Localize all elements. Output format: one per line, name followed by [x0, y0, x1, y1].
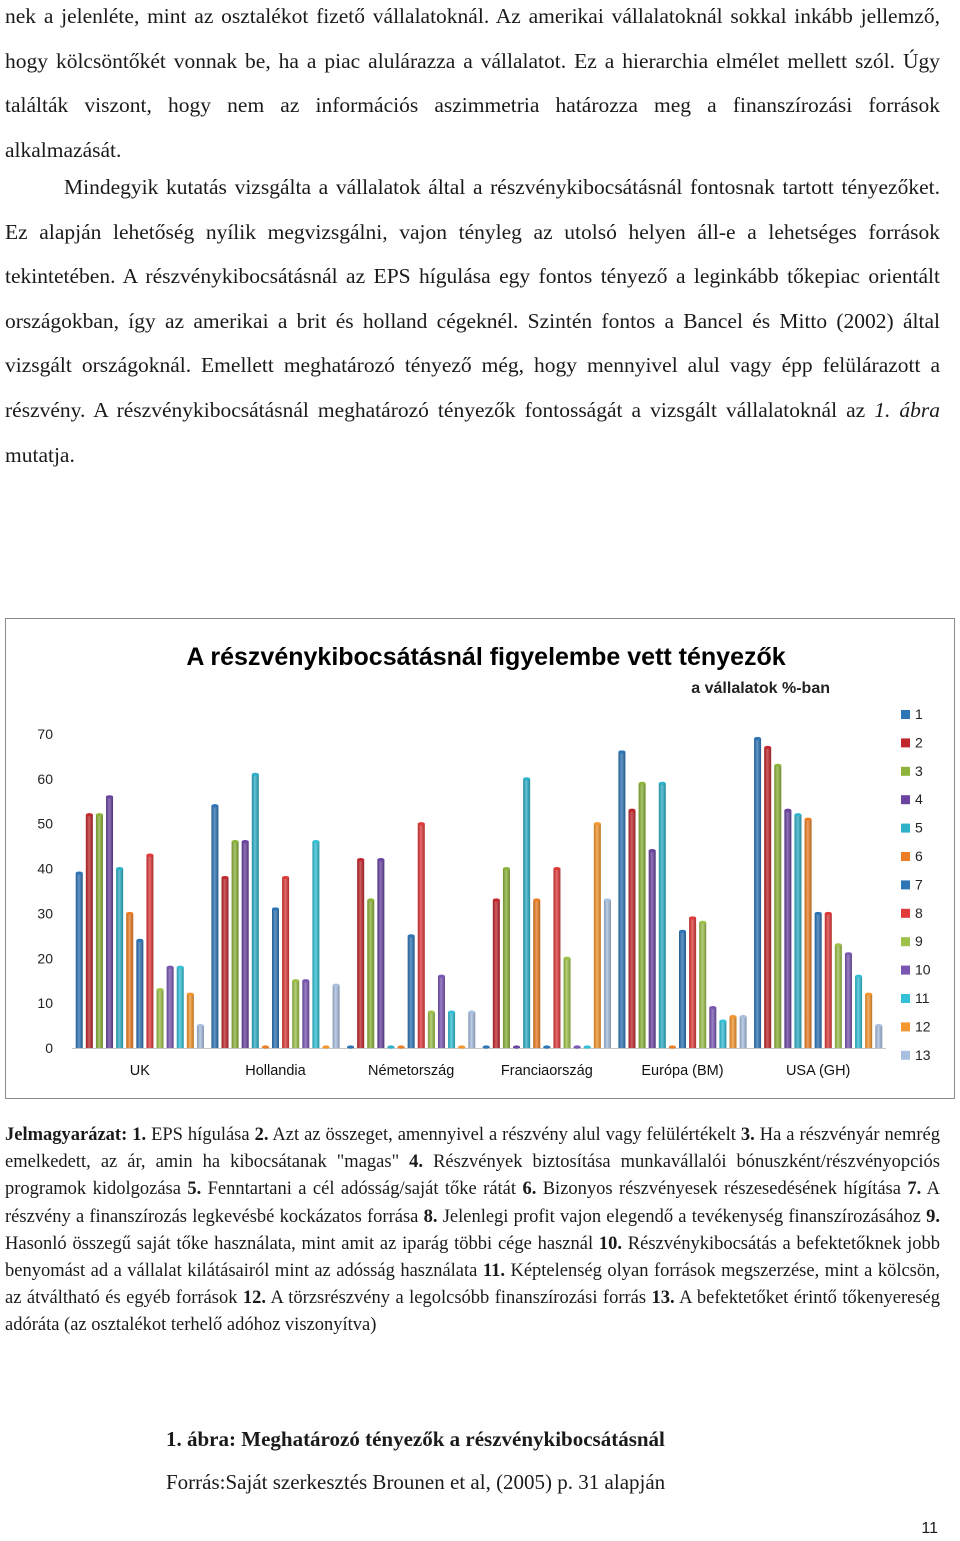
bar-shading: [719, 1021, 726, 1048]
chart-title: A részvénykibocsátásnál figyelembe vett tényezők: [186, 643, 786, 671]
bar-top: [323, 1045, 330, 1048]
bar-top: [709, 1006, 716, 1009]
bar-top: [564, 957, 571, 960]
bar-chart: [5, 618, 955, 1099]
bar-shading: [167, 967, 174, 1048]
bar-top: [649, 849, 656, 852]
bar-top: [865, 993, 872, 996]
bar-top: [594, 822, 601, 825]
bar-top: [282, 876, 289, 879]
bar-top: [740, 1015, 747, 1018]
bar-shading: [428, 1012, 435, 1048]
x-category-label: UK: [129, 1063, 150, 1079]
bar-top: [177, 966, 184, 969]
bar-top: [292, 979, 299, 982]
bar-top: [252, 773, 259, 776]
legend-item-text: A törzsrészvény a legolcsóbb finanszírozási forrás: [266, 1288, 652, 1309]
bar-top: [76, 871, 83, 874]
bar-shading: [604, 900, 611, 1048]
legend-swatch: [901, 966, 910, 975]
bar-top: [855, 975, 862, 978]
legend-label: 1: [915, 706, 923, 722]
bar-shading: [523, 779, 530, 1048]
bar-top: [468, 1011, 475, 1014]
bar-top: [659, 782, 666, 785]
bar-top: [730, 1015, 737, 1018]
legend-label: 9: [915, 933, 923, 950]
legend-item-text: Jelenlegi profit vajon elegendő a tevékenység finanszírozásához: [437, 1206, 927, 1227]
bar-top: [398, 1045, 405, 1048]
bar-shading: [116, 869, 123, 1048]
bar-top: [211, 804, 218, 807]
bar-top: [357, 858, 364, 861]
bar-top: [96, 813, 103, 816]
legend-swatch: [901, 880, 910, 889]
bar-shading: [659, 783, 666, 1048]
bar-shading: [754, 738, 761, 1048]
bar-top: [835, 943, 842, 946]
x-axis: [130, 1063, 851, 1079]
legend-swatch: [901, 824, 910, 833]
bar-shading: [408, 936, 415, 1048]
bar-top: [272, 907, 279, 910]
bar-top: [774, 764, 781, 767]
legend-swatch: [901, 909, 910, 918]
legend-swatch: [901, 795, 910, 804]
bar-top: [232, 840, 239, 843]
bar-top: [719, 1019, 726, 1022]
legend-item-number: 10.: [598, 1233, 622, 1254]
bar-shading: [875, 1026, 882, 1048]
bar-top: [503, 867, 510, 870]
x-category-label: Hollandia: [245, 1063, 306, 1079]
x-category-label: Európa (BM): [641, 1063, 724, 1079]
bar-shading: [177, 967, 184, 1048]
bar-top: [754, 737, 761, 740]
legend-item-text: Bizonyos részvényesek részesedésének hígítása: [536, 1179, 908, 1200]
bar-top: [483, 1045, 490, 1048]
legend-item-number: 9.: [926, 1206, 940, 1227]
bar-shading: [438, 976, 445, 1048]
bar-top: [106, 795, 113, 798]
bar-top: [523, 777, 530, 780]
bar-top: [126, 912, 133, 915]
bar-top: [302, 979, 309, 982]
bar-shading: [553, 869, 560, 1048]
legend-label: 7: [915, 876, 923, 893]
bar-top: [167, 966, 174, 969]
legend-label: 6: [915, 848, 923, 864]
bar-top: [157, 988, 164, 991]
bar-shading: [855, 976, 862, 1048]
legend-item-text: Részvények biztosítása munkavállalói bónuszként/részvényopciós programok kidolgozása: [5, 1152, 940, 1200]
bar-shading: [272, 909, 279, 1048]
bar-shading: [699, 922, 706, 1048]
paragraph-2-end: mutatja.: [5, 442, 75, 467]
bar-top: [418, 822, 425, 825]
bar-top: [699, 921, 706, 924]
legend-item-number: 7.: [907, 1179, 922, 1200]
bar-top: [845, 952, 852, 955]
legend-item-text: Ha a részvényár nemrég emelkedett, az ár, amin ha kibocsátanak "magas": [5, 1125, 940, 1173]
legend-items: [5, 1125, 940, 1335]
bar-shading: [136, 940, 143, 1048]
y-axis: [37, 726, 53, 1056]
legend-item-text: A részvény a finanszírozás legkevésbé kockázatos forrása: [5, 1179, 940, 1227]
bar-top: [825, 912, 832, 915]
bar-shading: [157, 990, 164, 1048]
bar-shading: [533, 900, 540, 1048]
bar-top: [86, 813, 93, 816]
bar-top: [197, 1024, 204, 1027]
legend-explanation: [5, 1122, 940, 1340]
legend-label: 5: [915, 819, 923, 836]
legend-item-number: 12.: [242, 1288, 267, 1309]
bar-shading: [564, 958, 571, 1048]
legend-label: 4: [915, 791, 923, 808]
x-category-label: USA (GH): [785, 1063, 851, 1079]
legend-item-text: EPS hígulása: [146, 1125, 255, 1145]
bar-shading: [222, 878, 229, 1048]
y-tick-label: 30: [37, 905, 53, 922]
bar-top: [618, 750, 625, 753]
bar-top: [875, 1024, 882, 1027]
bar-top: [584, 1045, 591, 1048]
bar-shading: [418, 824, 425, 1048]
bar-top: [408, 934, 415, 937]
legend-label: 2: [915, 734, 923, 751]
bar-shading: [126, 913, 133, 1048]
bar-top: [222, 876, 229, 879]
bar-top: [689, 916, 696, 919]
x-category-label: Németország: [368, 1063, 455, 1079]
bar-top: [136, 939, 143, 942]
y-tick-label: 50: [37, 815, 53, 832]
legend-swatch: [901, 767, 910, 776]
legend-item-text: Hasonló összegű saját tőke használata, mint amit az iparág többi cége használ: [5, 1233, 599, 1254]
bar-top: [805, 818, 812, 821]
bar-shading: [825, 913, 832, 1048]
bar-top: [679, 930, 686, 933]
bar-shading: [845, 954, 852, 1048]
figure-source: Forrás:Saját szerkesztés Brounen et al, (2005) p. 31 alapján: [166, 1470, 666, 1494]
bar-top: [347, 1045, 354, 1048]
bar-top: [784, 809, 791, 812]
legend-swatch: [901, 710, 910, 719]
bar-top: [448, 1011, 455, 1014]
bar-shading: [282, 878, 289, 1048]
bar-shading: [312, 842, 319, 1048]
bar-top: [428, 1011, 435, 1014]
legend-item-text: Azt az összeget, amennyivel a részvény alul vagy felülértékelt: [268, 1125, 741, 1145]
legend-item-text: Fenntartani a cél adósság/saját tőke rátát: [201, 1179, 523, 1200]
bar-shading: [805, 819, 812, 1048]
legend-item-number: 13.: [651, 1288, 675, 1309]
chart-subtitle: a vállalatok %-ban: [691, 680, 830, 697]
body-paragraph-1: nek a jelenléte, mint az osztalékot fizető vállalatoknál. Az amerikai vállalatoknál sokkal inkább jellemző, hogy kölcsöntőkét vonnak be, ha a piac alulárazza a vállalatot. Ez a hierarchia elmélet mellett szól. Úgy találták viszont, hogy nem az információs aszimmetria határozza meg a finanszírozási források alkalmazását.: [5, 4, 940, 162]
bar-top: [629, 809, 636, 812]
bar-top: [116, 867, 123, 870]
chart-svg: [6, 619, 954, 1098]
bar-shading: [232, 842, 239, 1048]
y-tick-label: 0: [45, 1040, 53, 1056]
bar-top: [146, 854, 153, 857]
bar-shading: [76, 873, 83, 1048]
bar-shading: [639, 783, 646, 1048]
bar-top: [312, 840, 319, 843]
figure-reference[interactable]: 1. ábra: [874, 397, 940, 422]
bar-shading: [367, 900, 374, 1048]
bar-top: [438, 975, 445, 978]
bar-shading: [468, 1012, 475, 1048]
bar-shading: [835, 945, 842, 1048]
bar-top: [387, 1045, 394, 1048]
bar-top: [377, 858, 384, 861]
bar-shading: [649, 851, 656, 1048]
bar-top: [543, 1045, 550, 1048]
bar-shading: [730, 1017, 737, 1048]
bars: [72, 737, 886, 1049]
bar-shading: [784, 810, 791, 1048]
legend-swatch: [901, 1022, 910, 1031]
body-paragraph-2: [5, 165, 940, 477]
legend-label: 13: [915, 1046, 931, 1063]
legend-swatch: [901, 994, 910, 1003]
bar-shading: [86, 815, 93, 1048]
page-number: 11: [921, 1520, 938, 1537]
bar-shading: [252, 774, 259, 1048]
bar-top: [493, 898, 500, 901]
bar-shading: [493, 900, 500, 1048]
bar-shading: [242, 842, 249, 1048]
y-tick-label: 10: [37, 995, 53, 1012]
bar-top: [669, 1045, 676, 1048]
bar-top: [533, 898, 540, 901]
bar-shading: [333, 985, 340, 1048]
bar-top: [604, 898, 611, 901]
bar-top: [574, 1045, 581, 1048]
bar-shading: [865, 994, 872, 1048]
bar-top: [553, 867, 560, 870]
legend-label: 3: [915, 762, 923, 779]
bar-top: [187, 993, 194, 996]
legend-heading: Jelmagyarázat: 1.: [5, 1125, 147, 1145]
legend-swatch: [901, 937, 910, 946]
bar-top: [333, 984, 340, 987]
bar-shading: [764, 747, 771, 1048]
legend-item-text: Képtelenség olyan források megszerzése, mint a kölcsön, az átváltható és egyéb források: [5, 1261, 940, 1309]
chart-legend: [901, 706, 931, 1063]
bar-shading: [629, 810, 636, 1048]
legend-item-number: 11.: [482, 1261, 505, 1282]
y-tick-label: 20: [37, 950, 53, 967]
legend-swatch: [901, 738, 910, 747]
legend-item-number: 4.: [409, 1152, 424, 1173]
bar-top: [764, 746, 771, 749]
bar-shading: [106, 797, 113, 1048]
legend-label: 10: [915, 961, 931, 978]
bar-top: [815, 912, 822, 915]
bar-shading: [689, 918, 696, 1048]
legend-swatch: [901, 852, 910, 861]
legend-item-number: 6.: [522, 1179, 537, 1200]
y-tick-label: 70: [37, 726, 53, 742]
bar-shading: [503, 869, 510, 1048]
legend-label: 11: [915, 990, 930, 1006]
bar-shading: [292, 981, 299, 1048]
legend-label: 12: [915, 1018, 931, 1035]
bar-shading: [357, 860, 364, 1048]
bar-shading: [618, 752, 625, 1048]
bar-shading: [448, 1012, 455, 1048]
bar-top: [367, 898, 374, 901]
bar-shading: [197, 1026, 204, 1048]
y-tick-label: 60: [37, 770, 53, 787]
bar-shading: [679, 931, 686, 1048]
legend-swatch: [901, 1051, 910, 1060]
bar-shading: [740, 1017, 747, 1048]
figure-caption: 1. ábra: Meghatározó tényezők a részvénykibocsátásnál: [166, 1427, 665, 1451]
bar-top: [639, 782, 646, 785]
bar-shading: [146, 855, 153, 1048]
bar-shading: [187, 994, 194, 1048]
bar-shading: [302, 981, 309, 1048]
legend-item-text: Részvénykibocsátás a befektetőknek jobb benyomást ad a vállalat kilátásairól mint az adósság használata: [5, 1233, 940, 1282]
bar-shading: [211, 806, 218, 1048]
bar-top: [513, 1045, 520, 1048]
bar-shading: [815, 913, 822, 1048]
bar-shading: [377, 860, 384, 1048]
bar-shading: [96, 815, 103, 1048]
x-category-label: Franciaország: [500, 1063, 593, 1079]
legend-label: 8: [915, 904, 923, 921]
bar-top: [242, 840, 249, 843]
bar-shading: [709, 1008, 716, 1048]
bar-top: [794, 813, 801, 816]
bar-shading: [774, 765, 781, 1048]
legend-item-number: 3.: [740, 1125, 755, 1145]
y-tick-label: 40: [37, 860, 53, 877]
bar-top: [262, 1045, 269, 1048]
legend-item-number: 2.: [254, 1125, 269, 1145]
paragraph-2-text: Mindegyik kutatás vizsgálta a vállalatok által a részvénykibocsátásnál fontosnak tartott tényezőket. Ez alapján lehetőség nyílik megvizsgálni, vajon tényleg az utolsó helyen áll-e a lehetséges források tekintetében. A részvénykibocsátásnál az EPS hígulása egy fontos tényező a leginkább tőkepiac orientált országokban, így az amerikai a brit és holland cégeknél. Szintén fontos a Bancel és Mitto (2002) által vizsgált országoknál. Emellett meghatározó tényező még, hogy mennyivel alul vagy épp felülárazott a részvény. A részvénykibocsátásnál meghatározó tényezők fontosságát a vizsgált vállalatoknál az: [5, 175, 940, 422]
legend-item-number: 5.: [187, 1179, 202, 1200]
legend-item-number: 8.: [423, 1206, 438, 1227]
legend-item-text: A befektetőket érintő tőkenyereség adóráta (az osztalékot terhelő adóhoz viszonyítva): [5, 1288, 940, 1336]
bar-top: [458, 1045, 465, 1048]
bar-shading: [594, 824, 601, 1048]
bar-shading: [794, 815, 801, 1048]
